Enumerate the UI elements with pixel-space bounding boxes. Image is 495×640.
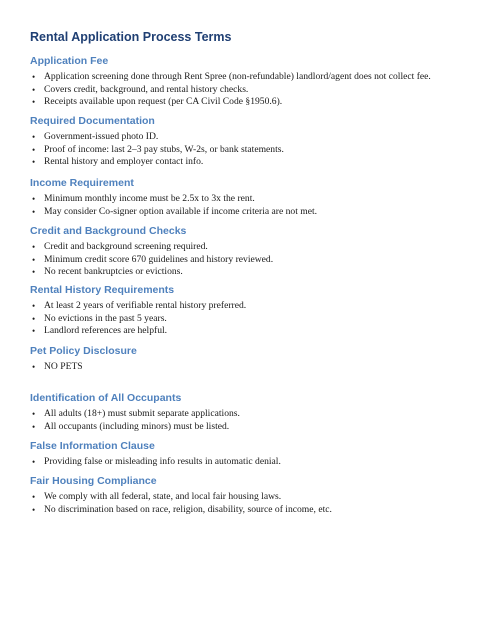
bullet-icon: •	[32, 313, 36, 324]
document-title: Rental Application Process Terms	[30, 30, 232, 44]
section-pet-policy	[30, 344, 475, 374]
bullet-list	[30, 131, 475, 169]
bullet-list	[30, 491, 475, 516]
bullet-list	[30, 241, 475, 279]
bullet-icon: •	[32, 242, 36, 252]
list-item-text: Government-issued photo ID.	[44, 131, 159, 142]
bullet-icon: •	[32, 206, 36, 217]
section-heading: Rental History Requirements	[30, 284, 175, 296]
bullet-icon: •	[32, 72, 36, 82]
section-credit-background	[30, 224, 475, 279]
list-item	[30, 84, 475, 97]
list-item	[30, 313, 475, 326]
bullet-icon: •	[32, 132, 36, 142]
section-occupants	[30, 391, 475, 433]
list-item-text: All occupants (including minors) must be listed.	[44, 420, 230, 432]
list-item-text: NO PETS	[44, 361, 83, 372]
section-heading: Required Documentation	[30, 115, 155, 127]
section-heading: Application Fee	[30, 55, 109, 67]
section-income-requirement	[30, 176, 475, 218]
bullet-icon: •	[32, 409, 36, 419]
bullet-list	[30, 300, 475, 338]
section-heading: Fair Housing Compliance	[30, 475, 157, 487]
list-item	[30, 131, 475, 144]
list-item	[30, 254, 475, 267]
section-application-fee	[30, 54, 475, 109]
bullet-icon: •	[32, 362, 36, 372]
list-item	[30, 421, 475, 434]
list-item-text: Covers credit, background, and rental history checks.	[44, 83, 249, 95]
list-item	[30, 241, 475, 254]
list-item-text: No recent bankruptcies or evictions.	[44, 266, 183, 278]
list-item-text: Credit and background screening required.	[44, 241, 208, 252]
section-heading: Pet Policy Disclosure	[30, 345, 137, 357]
bullet-icon: •	[32, 84, 36, 95]
list-item	[30, 504, 475, 517]
bullet-icon: •	[32, 504, 36, 515]
bullet-icon: •	[32, 457, 36, 467]
bullet-icon: •	[32, 157, 36, 168]
list-item-text: Minimum credit score 670 guidelines and history reviewed.	[44, 253, 274, 265]
list-item-text: We comply with all federal, state, and local fair housing laws.	[44, 491, 282, 502]
list-item-text: Providing false or misleading info results in automatic denial.	[44, 456, 281, 467]
list-item-text: Minimum monthly income must be 2.5x to 3x the rent.	[44, 193, 255, 204]
section-rental-history	[30, 283, 475, 338]
list-item	[30, 300, 475, 313]
list-item	[30, 408, 475, 421]
bullet-icon: •	[32, 301, 36, 311]
list-item	[30, 456, 475, 469]
list-item	[30, 71, 475, 84]
section-heading: Income Requirement	[30, 177, 134, 189]
list-item	[30, 96, 475, 109]
list-item	[30, 206, 475, 219]
bullet-icon: •	[32, 492, 36, 502]
list-item-text: No discrimination based on race, religion, disability, source of income, etc.	[44, 503, 332, 515]
list-item-text: Receipts available upon request (per CA Civil Code §1950.6).	[44, 96, 283, 108]
list-item	[30, 144, 475, 157]
section-heading: Identification of All Occupants	[30, 392, 182, 404]
section-false-information	[30, 439, 475, 469]
list-item-text: Proof of income: last 2–3 pay stubs, W-2s, or bank statements.	[44, 143, 284, 155]
bullet-icon: •	[32, 421, 36, 432]
bullet-icon: •	[32, 254, 36, 265]
list-item-text: Rental history and employer contact info.	[44, 156, 204, 168]
section-heading: False Information Clause	[30, 440, 155, 452]
bullet-icon: •	[32, 194, 36, 204]
list-item-text: At least 2 years of verifiable rental history preferred.	[44, 300, 247, 311]
list-item	[30, 156, 475, 169]
bullet-list	[30, 193, 475, 218]
bullet-list	[30, 361, 475, 374]
list-item	[30, 325, 475, 338]
list-item-text: Application screening done through Rent Spree (non-refundable) landlord/agent does not collect fee.	[44, 71, 431, 82]
list-item	[30, 491, 475, 504]
section-heading: Credit and Background Checks	[30, 225, 187, 237]
bullet-list	[30, 408, 475, 433]
list-item	[30, 266, 475, 279]
list-item-text: May consider Co-signer option available if income criteria are not met.	[44, 205, 318, 217]
section-fair-housing	[30, 474, 475, 516]
bullet-icon: •	[32, 326, 36, 337]
bullet-list	[30, 71, 475, 109]
bullet-icon: •	[32, 144, 36, 155]
list-item-text: Landlord references are helpful.	[44, 325, 168, 337]
list-item	[30, 361, 475, 374]
list-item-text: No evictions in the past 5 years.	[44, 312, 167, 324]
bullet-list	[30, 456, 475, 469]
list-item-text: All adults (18+) must submit separate applications.	[44, 408, 240, 419]
list-item	[30, 193, 475, 206]
bullet-icon: •	[32, 267, 36, 278]
bullet-icon: •	[32, 97, 36, 108]
section-required-documentation	[30, 114, 475, 169]
